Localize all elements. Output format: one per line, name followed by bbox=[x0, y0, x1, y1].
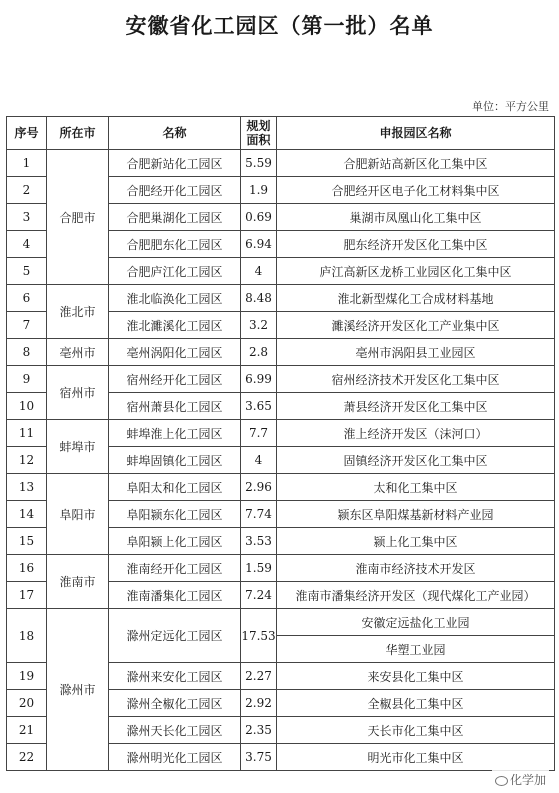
row-applied-park: 明光市化工集中区 bbox=[277, 744, 555, 771]
row-applied-park: 颍上化工集中区 bbox=[277, 528, 555, 555]
row-applied-park: 淮南市潘集经济开发区（现代煤化工产业园） bbox=[277, 582, 555, 609]
row-area: 7.74 bbox=[241, 501, 277, 528]
watermark-text: 化学加 bbox=[509, 773, 546, 787]
wechat-icon bbox=[495, 776, 508, 786]
row-area: 17.53 bbox=[241, 609, 277, 663]
watermark bbox=[492, 770, 549, 789]
row-seq: 12 bbox=[7, 447, 47, 474]
row-seq: 2 bbox=[7, 177, 47, 204]
row-seq: 17 bbox=[7, 582, 47, 609]
row-applied-park: 亳州市涡阳县工业园区 bbox=[277, 339, 555, 366]
table-row bbox=[7, 555, 555, 582]
row-seq: 14 bbox=[7, 501, 47, 528]
row-area: 1.9 bbox=[241, 177, 277, 204]
row-applied-park: 庐江高新区龙桥工业园区化工集中区 bbox=[277, 258, 555, 285]
row-applied-park: 肥东经济开发区化工集中区 bbox=[277, 231, 555, 258]
row-city: 合肥市 bbox=[47, 150, 109, 285]
header-name: 名称 bbox=[109, 117, 241, 150]
row-area: 4 bbox=[241, 447, 277, 474]
row-area: 7.7 bbox=[241, 420, 277, 447]
row-applied-park: 巢湖市凤凰山化工集中区 bbox=[277, 204, 555, 231]
row-area: 8.48 bbox=[241, 285, 277, 312]
row-seq: 6 bbox=[7, 285, 47, 312]
row-applied-park: 太和化工集中区 bbox=[277, 474, 555, 501]
row-city: 滁州市 bbox=[47, 609, 109, 771]
row-applied-park: 淮北新型煤化工合成材料基地 bbox=[277, 285, 555, 312]
table-row bbox=[7, 339, 555, 366]
row-area: 6.94 bbox=[241, 231, 277, 258]
row-applied-park: 全椒县化工集中区 bbox=[277, 690, 555, 717]
table-row bbox=[7, 285, 555, 312]
row-park-name: 合肥巢湖化工园区 bbox=[109, 204, 241, 231]
row-park-name: 合肥新站化工园区 bbox=[109, 150, 241, 177]
row-park-name: 淮北临涣化工园区 bbox=[109, 285, 241, 312]
row-applied-park: 固镇经济开发区化工集中区 bbox=[277, 447, 555, 474]
row-seq: 8 bbox=[7, 339, 47, 366]
table-header-row bbox=[7, 117, 555, 150]
row-park-name: 滁州来安化工园区 bbox=[109, 663, 241, 690]
row-park-name: 阜阳颍上化工园区 bbox=[109, 528, 241, 555]
row-park-name: 合肥经开化工园区 bbox=[109, 177, 241, 204]
row-city: 亳州市 bbox=[47, 339, 109, 366]
header-parks: 申报园区名称 bbox=[277, 117, 555, 150]
row-area: 2.35 bbox=[241, 717, 277, 744]
row-applied-park: 合肥新站高新区化工集中区 bbox=[277, 150, 555, 177]
row-applied-park: 淮上经济开发区（沫河口） bbox=[277, 420, 555, 447]
row-area: 2.96 bbox=[241, 474, 277, 501]
row-area: 0.69 bbox=[241, 204, 277, 231]
row-applied-park: 合肥经开区电子化工材料集中区 bbox=[277, 177, 555, 204]
row-applied-park: 萧县经济开发区化工集中区 bbox=[277, 393, 555, 420]
row-park-name: 阜阳太和化工园区 bbox=[109, 474, 241, 501]
row-area: 2.8 bbox=[241, 339, 277, 366]
row-park-name: 滁州全椒化工园区 bbox=[109, 690, 241, 717]
row-area: 1.59 bbox=[241, 555, 277, 582]
header-city: 所在市 bbox=[47, 117, 109, 150]
row-seq: 7 bbox=[7, 312, 47, 339]
row-city: 宿州市 bbox=[47, 366, 109, 420]
row-seq: 11 bbox=[7, 420, 47, 447]
row-park-name: 蚌埠淮上化工园区 bbox=[109, 420, 241, 447]
row-park-name: 淮北濉溪化工园区 bbox=[109, 312, 241, 339]
row-area: 2.27 bbox=[241, 663, 277, 690]
row-park-name: 淮南潘集化工园区 bbox=[109, 582, 241, 609]
row-seq: 9 bbox=[7, 366, 47, 393]
row-area: 7.24 bbox=[241, 582, 277, 609]
row-applied-park: 安徽定远盐化工业园 bbox=[277, 609, 555, 636]
row-city: 蚌埠市 bbox=[47, 420, 109, 474]
row-park-name: 宿州经开化工园区 bbox=[109, 366, 241, 393]
row-applied-park: 华塑工业园 bbox=[277, 636, 555, 663]
row-seq: 5 bbox=[7, 258, 47, 285]
row-applied-park: 宿州经济技术开发区化工集中区 bbox=[277, 366, 555, 393]
row-applied-park: 淮南市经济技术开发区 bbox=[277, 555, 555, 582]
row-city: 淮北市 bbox=[47, 285, 109, 339]
table-row bbox=[7, 420, 555, 447]
row-applied-park: 天长市化工集中区 bbox=[277, 717, 555, 744]
row-park-name: 滁州天长化工园区 bbox=[109, 717, 241, 744]
row-park-name: 合肥肥东化工园区 bbox=[109, 231, 241, 258]
row-seq: 22 bbox=[7, 744, 47, 771]
row-seq: 16 bbox=[7, 555, 47, 582]
page-title: 安徽省化工园区（第一批）名单 bbox=[125, 14, 434, 38]
row-seq: 15 bbox=[7, 528, 47, 555]
row-area: 4 bbox=[241, 258, 277, 285]
row-area: 3.65 bbox=[241, 393, 277, 420]
row-city: 阜阳市 bbox=[47, 474, 109, 555]
row-area: 2.92 bbox=[241, 690, 277, 717]
row-area: 3.53 bbox=[241, 528, 277, 555]
row-seq: 18 bbox=[7, 609, 47, 663]
row-applied-park: 颍东区阜阳煤基新材料产业园 bbox=[277, 501, 555, 528]
row-applied-park: 濉溪经济开发区化工产业集中区 bbox=[277, 312, 555, 339]
row-park-name: 宿州萧县化工园区 bbox=[109, 393, 241, 420]
table-row bbox=[7, 150, 555, 177]
row-seq: 1 bbox=[7, 150, 47, 177]
table-row bbox=[7, 609, 555, 636]
row-seq: 19 bbox=[7, 663, 47, 690]
row-seq: 13 bbox=[7, 474, 47, 501]
row-park-name: 阜阳颍东化工园区 bbox=[109, 501, 241, 528]
row-city: 淮南市 bbox=[47, 555, 109, 609]
row-area: 3.2 bbox=[241, 312, 277, 339]
header-seq: 序号 bbox=[7, 117, 47, 150]
table-body bbox=[7, 150, 555, 771]
park-table bbox=[6, 116, 555, 771]
header-area: 规划面积 bbox=[241, 117, 277, 150]
row-park-name: 合肥庐江化工园区 bbox=[109, 258, 241, 285]
row-park-name: 蚌埠固镇化工园区 bbox=[109, 447, 241, 474]
row-park-name: 淮南经开化工园区 bbox=[109, 555, 241, 582]
row-seq: 20 bbox=[7, 690, 47, 717]
row-seq: 10 bbox=[7, 393, 47, 420]
row-park-name: 滁州明光化工园区 bbox=[109, 744, 241, 771]
row-applied-park: 来安县化工集中区 bbox=[277, 663, 555, 690]
row-park-name: 滁州定远化工园区 bbox=[109, 609, 241, 663]
unit-note: 单位：平方公里 bbox=[472, 100, 549, 113]
row-park-name: 亳州涡阳化工园区 bbox=[109, 339, 241, 366]
row-seq: 4 bbox=[7, 231, 47, 258]
table-row bbox=[7, 474, 555, 501]
table-row bbox=[7, 366, 555, 393]
row-area: 3.75 bbox=[241, 744, 277, 771]
row-area: 5.59 bbox=[241, 150, 277, 177]
row-seq: 3 bbox=[7, 204, 47, 231]
row-area: 6.99 bbox=[241, 366, 277, 393]
row-seq: 21 bbox=[7, 717, 47, 744]
